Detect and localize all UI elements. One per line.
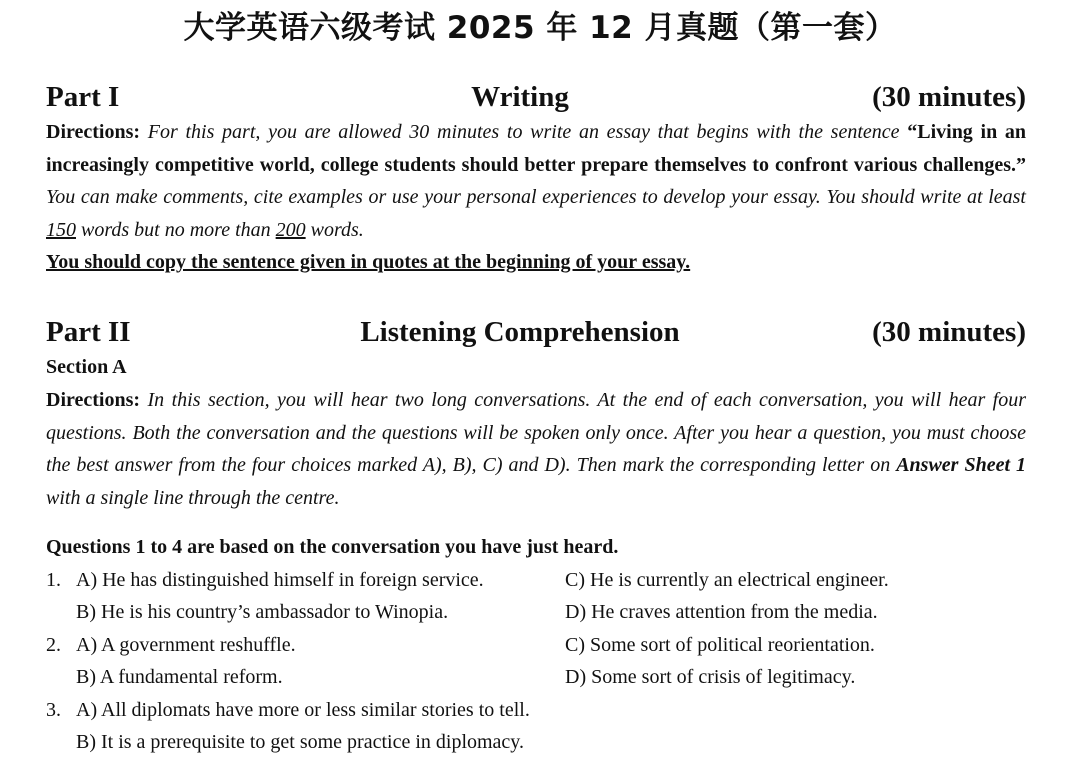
part1-label: Part I (46, 81, 120, 113)
part2-dir-text1: In this section, you will hear two long conversations. At the end of each conversation, you will hear four questions. Both the conversation and the questions will be spoken only once. After you hear a question, you must choose the best answer from the four choices marked A), B), C) and D). Then mark the corresponding letter on (46, 389, 1027, 476)
part1-name: Writing (471, 81, 569, 113)
part1-copy-note: You should copy the sentence given in quotes at the beginning of your essay. (46, 251, 691, 273)
part1-max-words: 200 (275, 218, 306, 241)
question-1-option-d: D) He craves attention from the media. (565, 601, 878, 623)
question-2-option-c: C) Some sort of political reorientation. (565, 634, 875, 656)
question-1-number: 1. (46, 569, 61, 591)
part1-directions-label: Directions: (46, 121, 141, 143)
part2-time: (30 minutes) (872, 316, 1026, 348)
part2-directions-label: Directions: (46, 389, 141, 411)
question-3-number: 3. (46, 699, 61, 721)
question-2-option-b: B) A fundamental reform. (76, 666, 283, 688)
part1-dir-text3: words but no more than (81, 218, 271, 241)
part1-time: (30 minutes) (872, 81, 1026, 113)
question-2-option-a: A) A government reshuffle. (76, 634, 296, 656)
question-3-option-b: B) It is a prerequisite to get some practice in diplomacy. (76, 731, 525, 753)
part1-directions (46, 116, 1026, 279)
part2-header (46, 314, 1026, 350)
part1-dir-quote: “Living in an increasingly competitive world, college students should better prepare themselves to confront various challenges.” (46, 121, 1027, 176)
part1-dir-text2: You can make comments, cite examples or use your personal experiences to develop your essay. You should write at least (46, 186, 1026, 208)
part1-min-words: 150 (46, 218, 76, 241)
part2-label: Part II (46, 316, 131, 348)
question-2-number: 2. (46, 634, 61, 656)
question-1-option-b: B) He is his country’s ambassador to Winopia. (76, 601, 449, 623)
part1-dir-text4: words. (310, 218, 364, 241)
question-3-option-a: A) All diplomats have more or less similar stories to tell. (76, 699, 530, 721)
exam-title: 大学英语六级考试 2025 年 12 月真题（第一套） (183, 10, 897, 46)
part2-dir-text2: with a single line through the centre. (46, 486, 340, 509)
questions-heading: Questions 1 to 4 are based on the conversation you have just heard. (46, 536, 619, 558)
answer-sheet-ref: Answer Sheet 1 (896, 454, 1027, 476)
section-a-heading: Section A (46, 356, 127, 378)
question-1-option-c: C) He is currently an electrical engineer. (565, 569, 889, 591)
part1-dir-text1: For this part, you are allowed 30 minutes to write an essay that begins with the sentence (147, 121, 900, 143)
part2-name: Listening Comprehension (360, 316, 680, 348)
part2-directions (46, 384, 1026, 514)
part1-header (46, 79, 1026, 115)
question-1-option-a: A) He has distinguished himself in foreign service. (76, 569, 484, 591)
question-2-option-d: D) Some sort of crisis of legitimacy. (565, 666, 856, 688)
